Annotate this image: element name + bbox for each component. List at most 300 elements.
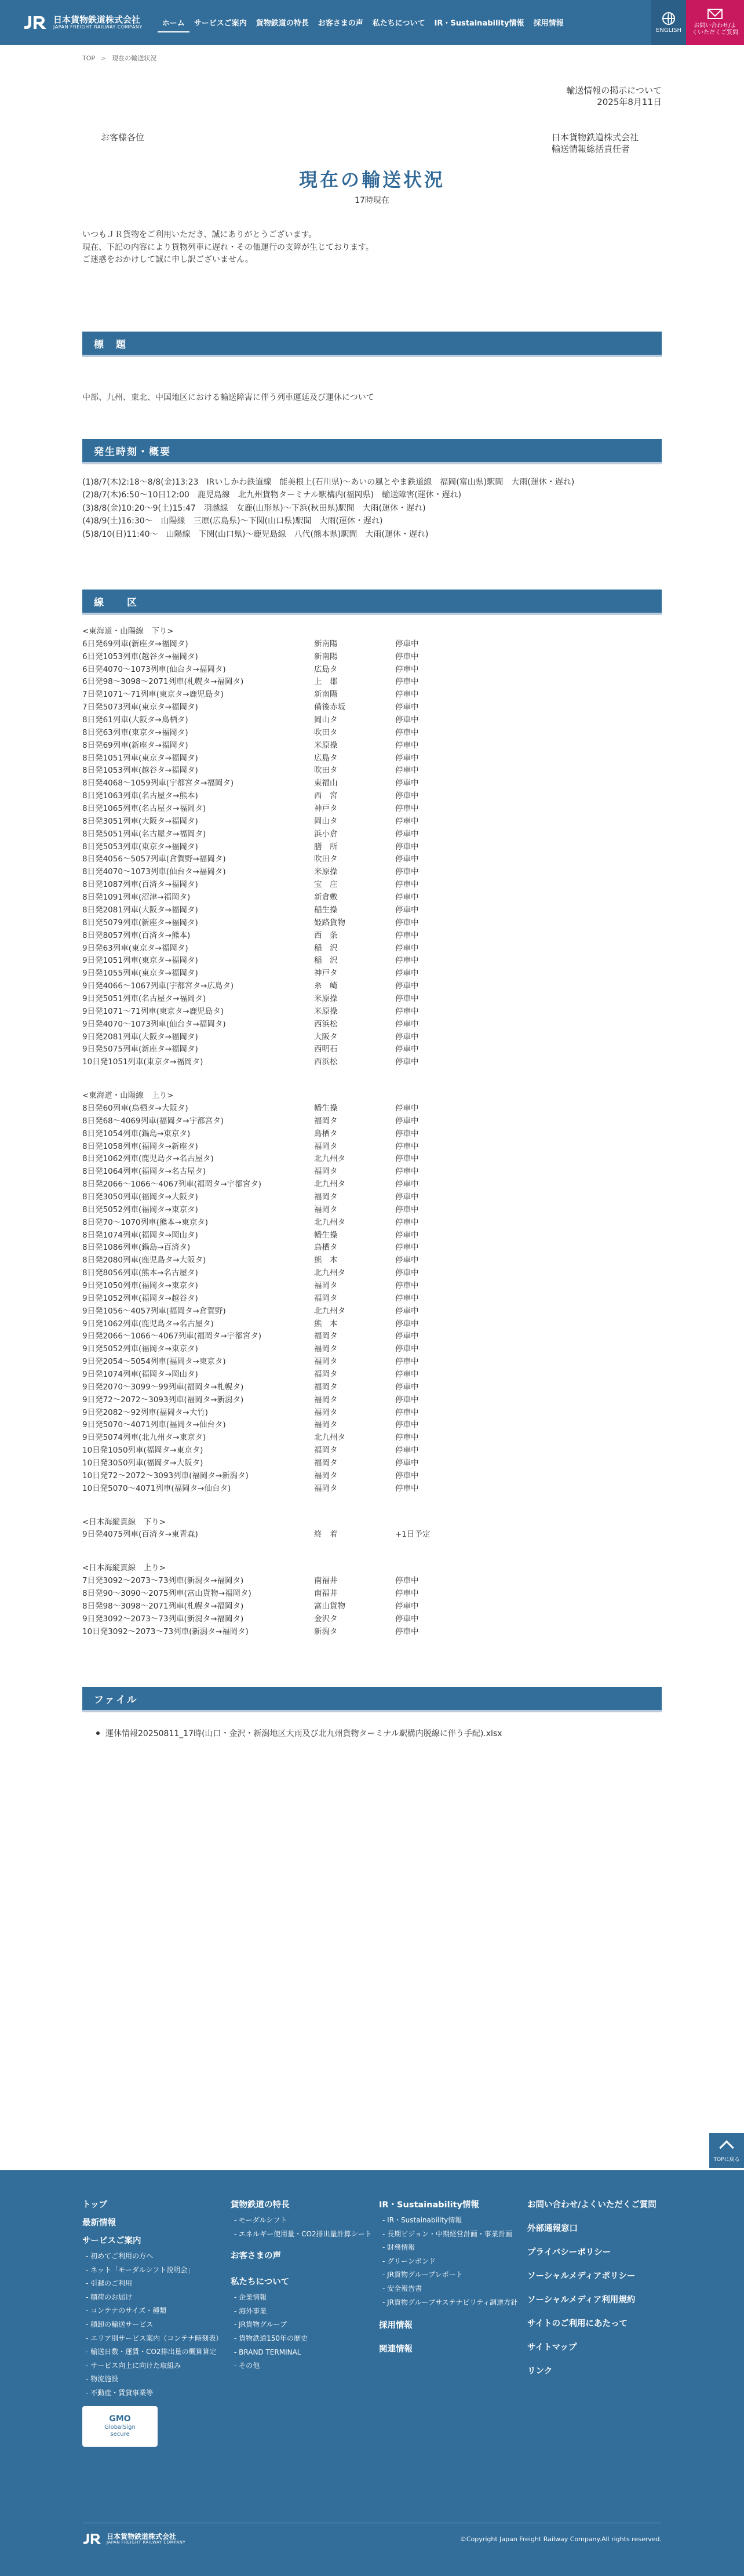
train-status: 停車中 [395, 854, 419, 864]
train-status: 停車中 [395, 1576, 419, 1586]
train-name: 8日発4070〜1073列車(仙台タ→福岡タ) [82, 867, 226, 877]
footer-logo-en: JAPAN FREIGHT RAILWAY COMPANY [107, 2539, 186, 2545]
train-location: 吹田タ [314, 854, 338, 864]
train-location: 新潟タ [314, 1627, 338, 1636]
train-row [82, 1031, 662, 1044]
footer-sublink[interactable]: - エリア別サービス案内（コンテナ時刻表） [86, 2334, 231, 2344]
train-row [82, 816, 662, 828]
train-name: 9日発72〜2072〜3093列車(福岡タ→新潟タ) [82, 1395, 244, 1405]
train-location: 福岡タ [314, 1395, 338, 1405]
file-item [82, 1727, 662, 1739]
train-location: 膳 所 [314, 842, 338, 852]
notice-heading: 輸送情報の掲示について [566, 85, 662, 96]
train-row [82, 689, 662, 701]
footer-sublink[interactable]: - IR・Sustainability情報 [382, 2216, 527, 2225]
globalsign-seal[interactable] [82, 2406, 158, 2447]
train-location: 備後赤坂 [314, 703, 345, 712]
train-location: 鳥栖タ [314, 1243, 338, 1253]
train-status: 停車中 [395, 918, 419, 927]
train-row [82, 1588, 662, 1600]
footer-sublink[interactable]: - JR貨物グループサステナビリティ調達方針 [382, 2298, 527, 2308]
train-name: 9日発2081列車(大阪タ→福岡タ) [82, 1032, 198, 1042]
nav-recruit[interactable]: 採用情報 [533, 19, 564, 28]
train-status: 停車中 [395, 1601, 419, 1611]
train-name: 8日発5053列車(東京タ→福岡タ) [82, 842, 198, 852]
train-row [82, 1293, 662, 1305]
footer-sublink[interactable]: - サービス向上に向けた取組み [86, 2362, 231, 2371]
train-name: 8日発4056〜5057列車(倉賀野→福岡タ) [82, 854, 226, 864]
train-location: 福岡タ [314, 1293, 338, 1303]
train-row [82, 676, 662, 689]
train-row [82, 740, 662, 752]
train-location: 福岡タ [314, 1370, 338, 1379]
train-row [82, 1445, 662, 1457]
train-row [82, 955, 662, 967]
train-name: 8日発1051列車(東京タ→福岡タ) [82, 753, 198, 763]
train-status: 停車中 [395, 1280, 419, 1290]
train-status: 停車中 [395, 1306, 419, 1316]
train-row [82, 980, 662, 993]
footer-sublink[interactable]: - 引越のご利用 [86, 2279, 231, 2288]
footer-link[interactable]: 最新情報 [82, 2218, 116, 2228]
train-status: 停車中 [395, 1154, 419, 1164]
train-status: 停車中 [395, 1032, 419, 1042]
footer-sublink[interactable]: - モーダルシフト [234, 2216, 379, 2225]
train-name: 8日発61列車(大阪タ→鳥栖タ) [82, 715, 188, 725]
sender-company: 日本貨物鉄道株式会社 [552, 132, 639, 143]
train-name: 9日発1062列車(鹿児島タ→名古屋タ) [82, 1319, 214, 1329]
train-status: 停車中 [395, 1256, 419, 1265]
train-location: 米原操 [314, 867, 338, 877]
footer-sublink[interactable]: - 物流施設 [86, 2375, 231, 2384]
train-name: 9日発1051列車(東京タ→福岡タ) [82, 956, 198, 966]
language-label: ENGLISH [656, 27, 681, 34]
train-row [82, 701, 662, 714]
train-location: 西 宮 [314, 791, 338, 801]
train-location: 福岡タ [314, 1446, 338, 1456]
train-name: 8日発1054列車(鍋島→東京タ) [82, 1129, 191, 1138]
intro-text [82, 229, 662, 267]
train-location: 吹田タ [314, 727, 338, 737]
train-name: 9日発5075列車(新座タ→福岡タ) [82, 1045, 198, 1054]
train-name: 9日発1052列車(福岡タ→越谷タ) [82, 1293, 198, 1303]
train-name: 10日発1051列車(東京タ→福岡タ) [82, 1057, 203, 1067]
footer-link[interactable]: 関連情報 [379, 2345, 413, 2355]
train-location: 福岡タ [314, 1471, 338, 1480]
train-status: 停車中 [395, 1420, 419, 1430]
footer-logo-jp: 日本貨物鉄道株式会社 [107, 2532, 177, 2541]
train-status: 停車中 [395, 1433, 419, 1443]
train-location: 福岡タ [314, 1331, 338, 1341]
train-location: 新南陽 [314, 652, 338, 661]
bullet-icon [96, 1731, 100, 1735]
train-location: 北九州タ [314, 1306, 345, 1316]
train-row [82, 1470, 662, 1483]
train-status: 停車中 [395, 1458, 419, 1468]
train-name: 8日発98〜3098〜2071列車(札幌タ→福岡タ) [82, 1601, 244, 1611]
intro-line: 現在、下記の内容により貨物列車に遅れ・その他運行の支障が生じております。 [82, 242, 374, 252]
train-name: 8日発60列車(鳥栖タ→大阪タ) [82, 1103, 188, 1113]
train-name: 10日発1050列車(福岡タ→東京タ) [82, 1446, 203, 1456]
nav-home[interactable]: ホーム [158, 13, 189, 32]
train-status: 停車中 [395, 1395, 419, 1405]
breadcrumb-top[interactable]: TOP [82, 54, 96, 62]
train-name: 6日発1053列車(越谷タ→福岡タ) [82, 652, 198, 661]
footer-sublink[interactable]: - 輸送日数・運賃・CO2排出量の概算算定 [86, 2348, 231, 2357]
footer-link[interactable]: 私たちについて [231, 2277, 290, 2287]
seal-text: secure [110, 2431, 130, 2437]
train-row [82, 1280, 662, 1293]
train-location: 北九州タ [314, 1268, 345, 1278]
train-location: 金沢タ [314, 1614, 338, 1624]
footer-sublink[interactable]: - JR貨物グループ [234, 2320, 379, 2330]
footer-sublink[interactable]: - BRAND TERMINAL [234, 2348, 379, 2357]
train-row [82, 1457, 662, 1470]
train-row [82, 1217, 662, 1229]
occurrence-item: (5)8/10(日)11:40〜 山陽線 下関(山口県)〜鹿児島線 八代(熊本県)駅間 大雨(運休・遅れ) [82, 529, 429, 539]
breadcrumb [0, 50, 744, 61]
nav-ir[interactable]: IR・Sustainability情報 [434, 19, 524, 28]
train-status: 停車中 [395, 969, 419, 978]
train-location: 稲 沢 [314, 956, 338, 966]
nav-about[interactable]: 私たちについて [372, 19, 425, 28]
train-name: 10日発3050列車(福岡タ→大阪タ) [82, 1458, 203, 1468]
train-location: 西浜松 [314, 1019, 338, 1029]
footer-link[interactable]: お問い合わせ/よくいただくご質問 [527, 2200, 657, 2210]
train-status: 停車中 [395, 1483, 419, 1493]
footer-link[interactable]: プライバシーポリシー [527, 2248, 611, 2257]
train-row [82, 1043, 662, 1056]
footer-link[interactable]: サービスご案内 [82, 2236, 141, 2246]
train-status: 停車中 [395, 1627, 419, 1636]
train-row [82, 930, 662, 943]
nav-services[interactable]: サービスご案内 [194, 19, 247, 28]
contact-label: お問い合わせ/よくいただくご質問 [692, 23, 738, 36]
train-name: 8日発69列車(新座タ→福岡タ) [82, 740, 188, 750]
train-row [82, 1369, 662, 1381]
train-location: 東福山 [314, 778, 338, 788]
train-row [82, 1394, 662, 1407]
train-row [82, 1178, 662, 1191]
train-name: 8日発4068〜1059列車(宇都宮タ→福岡タ) [82, 778, 234, 788]
train-location: 上 郡 [314, 677, 338, 687]
line-group-heading: <東海道・山陽線 下り> [82, 627, 174, 636]
footer-link[interactable]: ソーシャルメディアポリシー [527, 2272, 636, 2281]
train-status: 停車中 [395, 842, 419, 852]
train-status: 停車中 [395, 1446, 419, 1456]
train-status: 停車中 [395, 1382, 419, 1392]
train-name: 8日発5052列車(福岡タ→東京タ) [82, 1205, 198, 1214]
intro-line: ご迷惑をおかけして誠に申し訳ございません。 [82, 255, 253, 265]
footer-link[interactable]: お客さまの声 [231, 2251, 281, 2261]
train-name: 8日発3051列車(大阪タ→福岡タ) [82, 816, 198, 826]
train-row [82, 765, 662, 777]
train-location: 福岡タ [314, 1407, 338, 1417]
train-status: 停車中 [395, 1217, 419, 1227]
globe-icon [662, 12, 675, 25]
copyright: ©Copyright Japan Freight Railway Company.All rights reserved. [459, 2535, 662, 2543]
train-status: 停車中 [395, 880, 419, 890]
train-location: 米原操 [314, 994, 338, 1003]
train-name: 9日発5052列車(福岡タ→東京タ) [82, 1344, 198, 1354]
train-status: 停車中 [395, 639, 419, 649]
footer-link[interactable]: サイトマップ [527, 2343, 577, 2352]
train-row [82, 803, 662, 816]
train-location: 稲 沢 [314, 943, 338, 953]
nav-features[interactable]: 貨物鉄道の特長 [256, 19, 309, 28]
seal-text: GlobalSign [104, 2424, 136, 2431]
footer-sublink[interactable]: - 長期ビジョン・中期経営計画・事業計画 [382, 2230, 527, 2239]
train-status: 停車中 [395, 1589, 419, 1599]
train-location: 福岡タ [314, 1167, 338, 1177]
chevron-up-icon [719, 2140, 734, 2155]
train-status: 停車中 [395, 1268, 419, 1278]
footer-sublink[interactable]: - 財務情報 [382, 2243, 527, 2253]
train-name: 8日発2081列車(大阪タ→福岡タ) [82, 905, 198, 915]
train-row [82, 943, 662, 955]
train-row [82, 1204, 662, 1217]
train-location: 熊 本 [314, 1319, 338, 1329]
train-name: 8日発1074列車(福岡タ→岡山タ) [82, 1230, 198, 1240]
train-status: 停車中 [395, 1293, 419, 1303]
train-name: 8日発1064列車(福岡タ→名古屋タ) [82, 1167, 206, 1177]
train-location: 新南陽 [314, 639, 338, 649]
train-row [82, 714, 662, 727]
train-name: 8日発90〜3090〜2075列車(富山貨物→福岡タ) [82, 1589, 251, 1599]
train-row [82, 1018, 662, 1031]
footer-link[interactable]: トップ [82, 2200, 108, 2210]
train-status: 停車中 [395, 1129, 419, 1138]
train-row [82, 790, 662, 803]
train-location: 吹田タ [314, 766, 338, 776]
jr-logo-icon [23, 14, 49, 31]
train-name: 7日発1071〜71列車(東京タ→鹿児島タ) [82, 690, 224, 700]
train-name: 8日発2066〜1066〜4067列車(福岡タ→宇都宮タ) [82, 1180, 262, 1189]
footer-sublink[interactable]: - 積卸の輸送サービス [86, 2320, 231, 2330]
train-name: 10日発72〜2072〜3093列車(福岡タ→新潟タ) [82, 1471, 249, 1480]
page-title: 現在の輸送状況 [298, 169, 445, 191]
train-row [82, 1343, 662, 1356]
footer-sublink[interactable]: - コンテナのサイズ・種類 [86, 2306, 231, 2316]
train-name: 9日発3092〜2073〜73列車(新潟タ→福岡タ) [82, 1614, 244, 1624]
site-header [0, 0, 744, 45]
footer-sublink[interactable]: - ネット「モーダルシフト説明会」 [86, 2266, 231, 2275]
section-line-heading: 線 区 [82, 590, 662, 615]
train-name: 8日発5051列車(名古屋タ→福岡タ) [82, 829, 206, 839]
footer-link[interactable]: IR・Sustainability情報 [379, 2200, 479, 2210]
footer-sublink[interactable]: - エネルギー使用量・CO2排出量計算シート [234, 2230, 379, 2239]
train-name: 8日発1091列車(沼津→福岡タ) [82, 893, 191, 903]
train-status: 停車中 [395, 1230, 419, 1240]
train-name: 9日発2070〜3099〜99列車(福岡タ→札幌タ) [82, 1382, 244, 1392]
notice-date: 2025年8月11日 [597, 97, 662, 108]
train-location: 富山貨物 [314, 1601, 345, 1611]
nav-voice[interactable]: お客さまの声 [318, 19, 363, 28]
sender-role: 輸送情報総括責任者 [552, 143, 630, 154]
train-status: 停車中 [395, 791, 419, 801]
site-footer [0, 2170, 744, 2576]
section-occurrence-heading: 発生時刻・概要 [82, 439, 662, 464]
train-row [82, 879, 662, 892]
footer-sublink[interactable]: - 安全報告書 [382, 2284, 527, 2294]
train-location: 福岡タ [314, 1382, 338, 1392]
train-status: 停車中 [395, 943, 419, 953]
train-name: 9日発2082〜92列車(福岡タ→大竹) [82, 1407, 208, 1417]
footer-sublink[interactable]: - 初めてご利用の方へ [86, 2252, 231, 2261]
train-status: 停車中 [395, 1370, 419, 1379]
train-location: 鳥栖タ [314, 1129, 338, 1138]
footer-sublink[interactable]: - 企業情報 [234, 2293, 379, 2302]
train-status: 停車中 [395, 1344, 419, 1354]
footer-link[interactable]: サイトのご利用にあたって [527, 2319, 628, 2328]
train-name: 8日発68〜4069列車(福岡タ→宇都宮タ) [82, 1116, 224, 1126]
train-row [82, 1613, 662, 1626]
section-title-heading: 標 題 [82, 332, 662, 357]
train-name: 9日発1055列車(東京タ→福岡タ) [82, 969, 198, 978]
footer-sublink[interactable]: - 貨物鉄道150年の歴史 [234, 2334, 379, 2344]
train-name: 9日発2066〜1066〜4067列車(福岡タ→宇都宮タ) [82, 1331, 262, 1341]
train-location: 福岡タ [314, 1192, 338, 1202]
train-row [82, 1529, 662, 1541]
train-status: 停車中 [395, 930, 419, 940]
train-status: 停車中 [395, 1103, 419, 1113]
train-name: 9日発1071〜71列車(東京タ→鹿児島タ) [82, 1006, 224, 1016]
footer-col-4 [527, 2198, 676, 2447]
footer-col-2 [231, 2198, 379, 2447]
train-status: 停車中 [395, 804, 419, 814]
train-location: 北九州タ [314, 1433, 345, 1443]
train-row [82, 1141, 662, 1154]
page-top-button[interactable] [709, 2133, 744, 2168]
line-group-heading: <東海道・山陽線 上り> [82, 1091, 174, 1101]
contact-button[interactable] [686, 0, 744, 45]
train-row [82, 1153, 662, 1166]
train-row [82, 1600, 662, 1613]
footer-sublink[interactable]: - 積荷のお届け [86, 2293, 231, 2302]
train-location: 終 着 [314, 1530, 338, 1540]
file-link[interactable]: 運休情報20250811_17時(山口・金沢・新潟地区大雨及び北九州貨物ターミナル駅構内脱線に伴う手配).xlsx [105, 1729, 502, 1739]
train-name: 10日発5070〜4071列車(福岡タ→仙台タ) [82, 1483, 231, 1493]
train-row [82, 1254, 662, 1267]
train-location: 神戸タ [314, 804, 338, 814]
footer-sublink[interactable]: - 不動産・賃貸事業等 [86, 2389, 231, 2398]
train-row [82, 1267, 662, 1280]
footer-link[interactable]: ソーシャルメディア利用規約 [527, 2295, 636, 2305]
train-location: 新倉敷 [314, 893, 338, 903]
train-location: 北九州タ [314, 1217, 345, 1227]
train-name: 9日発63列車(東京タ→福岡タ) [82, 943, 188, 953]
occurrence-list [82, 476, 662, 541]
train-name: 8日発2080列車(鹿児島タ→大阪タ) [82, 1256, 206, 1265]
footer-sublink[interactable]: - その他 [234, 2362, 379, 2371]
train-row [82, 993, 662, 1006]
footer-link[interactable]: リンク [527, 2367, 553, 2376]
train-row [82, 1006, 662, 1018]
footer-logo[interactable] [82, 2532, 185, 2546]
train-status: 停車中 [395, 981, 419, 991]
train-status: 停車中 [395, 664, 419, 674]
train-row [82, 1356, 662, 1369]
train-status: 停車中 [395, 727, 419, 737]
train-status: 停車中 [395, 1180, 419, 1189]
train-status: 停車中 [395, 1006, 419, 1016]
train-location: 糸 崎 [314, 981, 338, 991]
footer-link[interactable]: 貨物鉄道の特長 [231, 2200, 290, 2210]
language-button[interactable] [651, 0, 686, 45]
logo-text-jp: 日本貨物鉄道株式会社 [53, 14, 141, 26]
footer-sublink[interactable]: - JR貨物グループレポート [382, 2271, 527, 2280]
train-row [82, 752, 662, 765]
train-status: 停車中 [395, 1045, 419, 1054]
train-location: 福岡タ [314, 1205, 338, 1214]
train-name: 9日発1056〜4057列車(福岡タ→倉賀野) [82, 1306, 226, 1316]
occurrence-item: (3)8/8(金)10:20〜9(土)15:47 羽越線 女鹿(山形県)〜下浜(秋田県)駅間 大雨(運休・遅れ) [82, 503, 426, 513]
train-row [82, 1242, 662, 1254]
train-name: 8日発1086列車(鍋島→百済タ) [82, 1243, 191, 1253]
train-location: 広島タ [314, 664, 338, 674]
train-row [82, 638, 662, 651]
train-status: 停車中 [395, 703, 419, 712]
breadcrumb-current: 現在の輸送状況 [112, 54, 157, 62]
occurrence-item: (2)8/7(木)6:50〜10日12:00 鹿児島線 北九州貨物ターミナル駅構内(福岡県) 輸送障害(運休・遅れ) [82, 490, 462, 500]
footer-sublink[interactable]: - グリーンボンド [382, 2257, 527, 2266]
train-name: 8日発1063列車(名古屋タ→熊本) [82, 791, 198, 801]
logo[interactable] [23, 14, 143, 31]
train-row [82, 841, 662, 854]
line-group-heading: <日本海縦貫線 下り> [82, 1517, 166, 1527]
main-nav [158, 13, 568, 32]
train-location: 姫路貨物 [314, 918, 345, 927]
train-name: 9日発1050列車(福岡タ→東京タ) [82, 1280, 198, 1290]
train-status: +1日予定 [395, 1530, 431, 1540]
train-row [82, 651, 662, 664]
train-status: 停車中 [395, 753, 419, 763]
train-row [82, 866, 662, 879]
train-name: 8日発70〜1070列車(熊本→東京タ) [82, 1217, 208, 1227]
train-name: 6日発69列車(新座タ→福岡タ) [82, 639, 188, 649]
train-status: 停車中 [395, 893, 419, 903]
footer-link[interactable]: 採用情報 [379, 2321, 413, 2331]
train-name: 10日発3092〜2073〜73列車(新潟タ→福岡タ) [82, 1627, 249, 1636]
train-location: 稲生操 [314, 905, 338, 915]
footer-col-3 [379, 2198, 527, 2447]
footer-link[interactable]: 外部通報窓口 [527, 2224, 578, 2233]
train-status: 停車中 [395, 829, 419, 839]
footer-sublink[interactable]: - 海外事業 [234, 2307, 379, 2316]
footer-col-1 [82, 2198, 231, 2447]
train-location: 熊 本 [314, 1256, 338, 1265]
train-row [82, 967, 662, 980]
jr-logo-icon [82, 2532, 103, 2546]
intro-line: いつもＪＲ貨物をご利用いただき、誠にありがとうございます。 [82, 230, 317, 239]
train-row [82, 1115, 662, 1128]
train-row [82, 1407, 662, 1420]
train-status: 停車中 [395, 1141, 419, 1151]
train-row [82, 917, 662, 930]
main-content [82, 85, 662, 1739]
train-status: 停車中 [395, 677, 419, 687]
train-row [82, 1056, 662, 1069]
train-row [82, 727, 662, 740]
train-location: 米原操 [314, 740, 338, 750]
seal-text: GMO [109, 2414, 131, 2424]
train-status: 停車中 [395, 956, 419, 966]
train-location: 浜小倉 [314, 829, 338, 839]
train-name: 8日発1058列車(福岡タ→新座タ) [82, 1141, 198, 1151]
train-status: 停車中 [395, 715, 419, 725]
occurrence-item: (4)8/9(土)16:30〜 山陽線 三原(広島県)〜下関(山口県)駅間 大雨(運休・遅れ) [82, 516, 383, 526]
train-name: 9日発5074列車(北九州タ→東京タ) [82, 1433, 206, 1443]
